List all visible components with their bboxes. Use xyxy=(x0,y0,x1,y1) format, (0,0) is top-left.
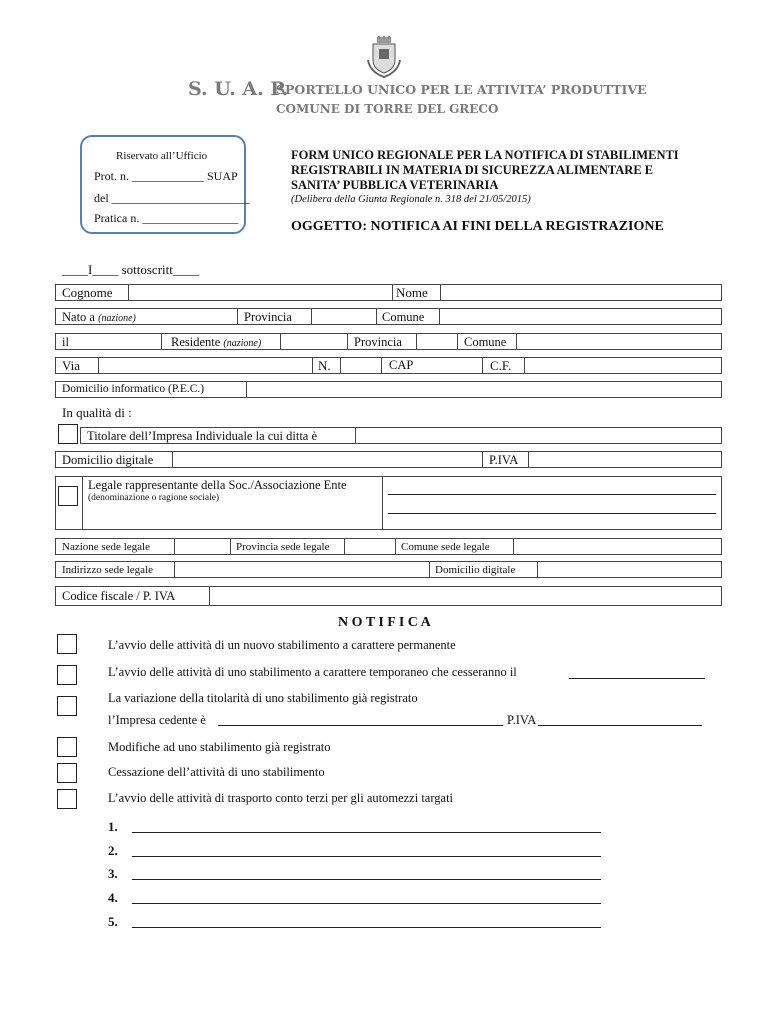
domicilio-digitale2-label: Domicilio digitale xyxy=(435,564,516,576)
notifica-item-4: Modifiche ad uno stabilimento già registrato xyxy=(108,740,331,754)
targa-line-5[interactable] xyxy=(132,927,601,928)
titolare-checkbox[interactable] xyxy=(58,424,78,444)
notifica-item-2: L’avvio delle attività di uno stabilimento a carattere temporaneo che cesseranno il xyxy=(108,665,517,679)
provincia-sede-label: Provincia sede legale xyxy=(236,541,330,553)
sottoscritto-line: ____I____ sottoscritt____ xyxy=(62,262,199,277)
office-reserved-box xyxy=(80,135,250,234)
notifica-checkbox-1[interactable] xyxy=(57,634,77,654)
nato-provincia-input[interactable] xyxy=(312,309,376,324)
cf-input[interactable] xyxy=(525,358,721,373)
nazione-sede-input[interactable] xyxy=(175,539,230,554)
targa-number-2: 2. xyxy=(108,843,118,858)
residente-nazione-input[interactable] xyxy=(281,334,347,349)
notifica-item-1: L’avvio delle attività di un nuovo stabilimento a carattere permanente xyxy=(108,638,456,652)
pec-label: Domicilio informatico (P.E.C.) xyxy=(62,383,205,395)
domicilio-digitale2-input[interactable] xyxy=(538,562,721,577)
civico-input[interactable] xyxy=(341,358,381,373)
denominazione-line-1[interactable] xyxy=(388,494,716,495)
titolare-label: Titolare dell’Impresa Individuale la cui ditta è xyxy=(87,429,318,443)
row-legale xyxy=(55,476,722,530)
row-indirizzo-sede xyxy=(55,561,722,578)
cedente-piva-line[interactable] xyxy=(538,725,702,726)
cedente-label: l’Impresa cedente è xyxy=(108,713,206,727)
suap-title: S. U. A. P. xyxy=(188,78,289,100)
res-provincia-label: Provincia xyxy=(354,335,402,349)
targa-number-4: 4. xyxy=(108,890,118,905)
residente-label: Residente (nazione) xyxy=(171,335,262,349)
cedente-input-line[interactable] xyxy=(218,725,503,726)
row-cognome-nome xyxy=(55,284,722,301)
codice-fiscale-input[interactable] xyxy=(210,587,721,605)
indirizzo-sede-label: Indirizzo sede legale xyxy=(62,564,154,576)
res-comune-label: Comune xyxy=(464,335,507,349)
civico-label: N. xyxy=(318,358,331,373)
oggetto-title: OGGETTO: NOTIFICA AI FINI DELLA REGISTRAZIONE xyxy=(291,219,664,234)
res-comune-input[interactable] xyxy=(517,334,721,349)
row-nato-a xyxy=(55,308,722,325)
targa-number-1: 1. xyxy=(108,819,118,834)
qualita-label: In qualità di : xyxy=(62,405,132,420)
via-label: Via xyxy=(62,358,80,373)
domicilio-digitale-input[interactable] xyxy=(173,452,481,467)
targa-line-4[interactable] xyxy=(132,903,601,904)
nato-nazione-input[interactable] xyxy=(154,309,236,324)
delibera-note: (Delibera della Giunta Regionale n. 318 del 21/05/2015) xyxy=(291,194,531,205)
provincia-sede-input[interactable] xyxy=(345,539,395,554)
targa-number-3: 3. xyxy=(108,866,118,881)
nato-comune-label: Comune xyxy=(382,310,425,324)
notifica-checkbox-4[interactable] xyxy=(57,737,77,757)
row-via xyxy=(55,357,722,374)
pec-input[interactable] xyxy=(247,382,721,397)
row-sede-legale xyxy=(55,538,722,555)
cognome-input[interactable] xyxy=(129,285,392,300)
comune-sede-input[interactable] xyxy=(514,539,721,554)
comune-title: COMUNE DI TORRE DEL GRECO xyxy=(276,102,499,116)
sportello-title: SPORTELLO UNICO PER LE ATTIVITA’ PRODUTTIVE xyxy=(276,82,647,97)
targa-number-5: 5. xyxy=(108,914,118,929)
cf-label: C.F. xyxy=(490,358,512,373)
targa-line-3[interactable] xyxy=(132,879,601,880)
cedente-piva-label: P.IVA xyxy=(507,713,537,727)
notifica-title: N O T I F I C A xyxy=(338,615,431,630)
office-pratica: Pratica n. ________________ xyxy=(94,211,239,225)
piva-label: P.IVA xyxy=(489,453,519,467)
cap-label: CAP xyxy=(389,358,414,372)
nome-label: Nome xyxy=(396,285,428,300)
nato-a-label: Nato a (nazione) xyxy=(62,310,136,324)
nato-provincia-label: Provincia xyxy=(244,310,292,324)
il-input[interactable] xyxy=(76,334,160,349)
notifica-checkbox-6[interactable] xyxy=(57,789,77,809)
denominazione-note: (denominazione o ragione sociale) xyxy=(88,493,220,503)
legale-label: Legale rappresentante della Soc./Associazione Ente xyxy=(88,478,347,492)
office-prot: Prot. n. ____________ SUAP xyxy=(94,169,238,183)
il-label: il xyxy=(62,335,69,349)
notifica-checkbox-3[interactable] xyxy=(57,696,77,716)
piva-input[interactable] xyxy=(529,452,721,467)
notifica-checkbox-2[interactable] xyxy=(57,665,77,685)
cap-input[interactable] xyxy=(422,358,482,373)
comune-emblem-icon xyxy=(366,36,402,78)
notifica-item-3: La variazione della titolarità di uno stabilimento già registrato xyxy=(108,691,418,705)
row-domicilio-piva xyxy=(55,451,722,468)
notifica-checkbox-5[interactable] xyxy=(57,763,77,783)
res-provincia-input[interactable] xyxy=(417,334,457,349)
cognome-label: Cognome xyxy=(62,285,113,300)
nato-comune-input[interactable] xyxy=(440,309,721,324)
form-title-line3: SANITA’ PUBBLICA VETERINARIA xyxy=(291,178,499,192)
targa-line-2[interactable] xyxy=(132,856,601,857)
indirizzo-sede-input[interactable] xyxy=(175,562,429,577)
row-titolare xyxy=(80,427,722,444)
row-codice-fiscale xyxy=(55,586,722,606)
domicilio-digitale-label: Domicilio digitale xyxy=(62,453,154,467)
targa-line-1[interactable] xyxy=(132,832,601,833)
comune-sede-label: Comune sede legale xyxy=(401,541,490,553)
nazione-sede-label: Nazione sede legale xyxy=(62,541,150,553)
via-input[interactable] xyxy=(99,358,312,373)
legale-checkbox[interactable] xyxy=(58,486,78,506)
office-box-title: Riservato all’Ufficio xyxy=(116,150,208,162)
notifica-item-6: L’avvio delle attività di trasporto conto terzi per gli automezzi targati xyxy=(108,791,454,805)
form-title-line1: FORM UNICO REGIONALE PER LA NOTIFICA DI STABILIMENTI xyxy=(291,148,679,162)
denominazione-line-2[interactable] xyxy=(388,513,716,514)
office-del: del _______________________ xyxy=(94,191,250,205)
codice-fiscale-label: Codice fiscale / P. IVA xyxy=(62,589,176,603)
nome-input[interactable] xyxy=(441,285,721,300)
titolare-ditta-input[interactable] xyxy=(356,428,721,443)
cessazione-date-line[interactable] xyxy=(569,678,705,679)
row-il-residente xyxy=(55,333,722,350)
form-title-line2: REGISTRABILI IN MATERIA DI SICUREZZA ALIMENTARE E xyxy=(291,163,654,177)
row-pec xyxy=(55,381,722,398)
notifica-item-5: Cessazione dell’attività di uno stabilimento xyxy=(108,765,325,779)
